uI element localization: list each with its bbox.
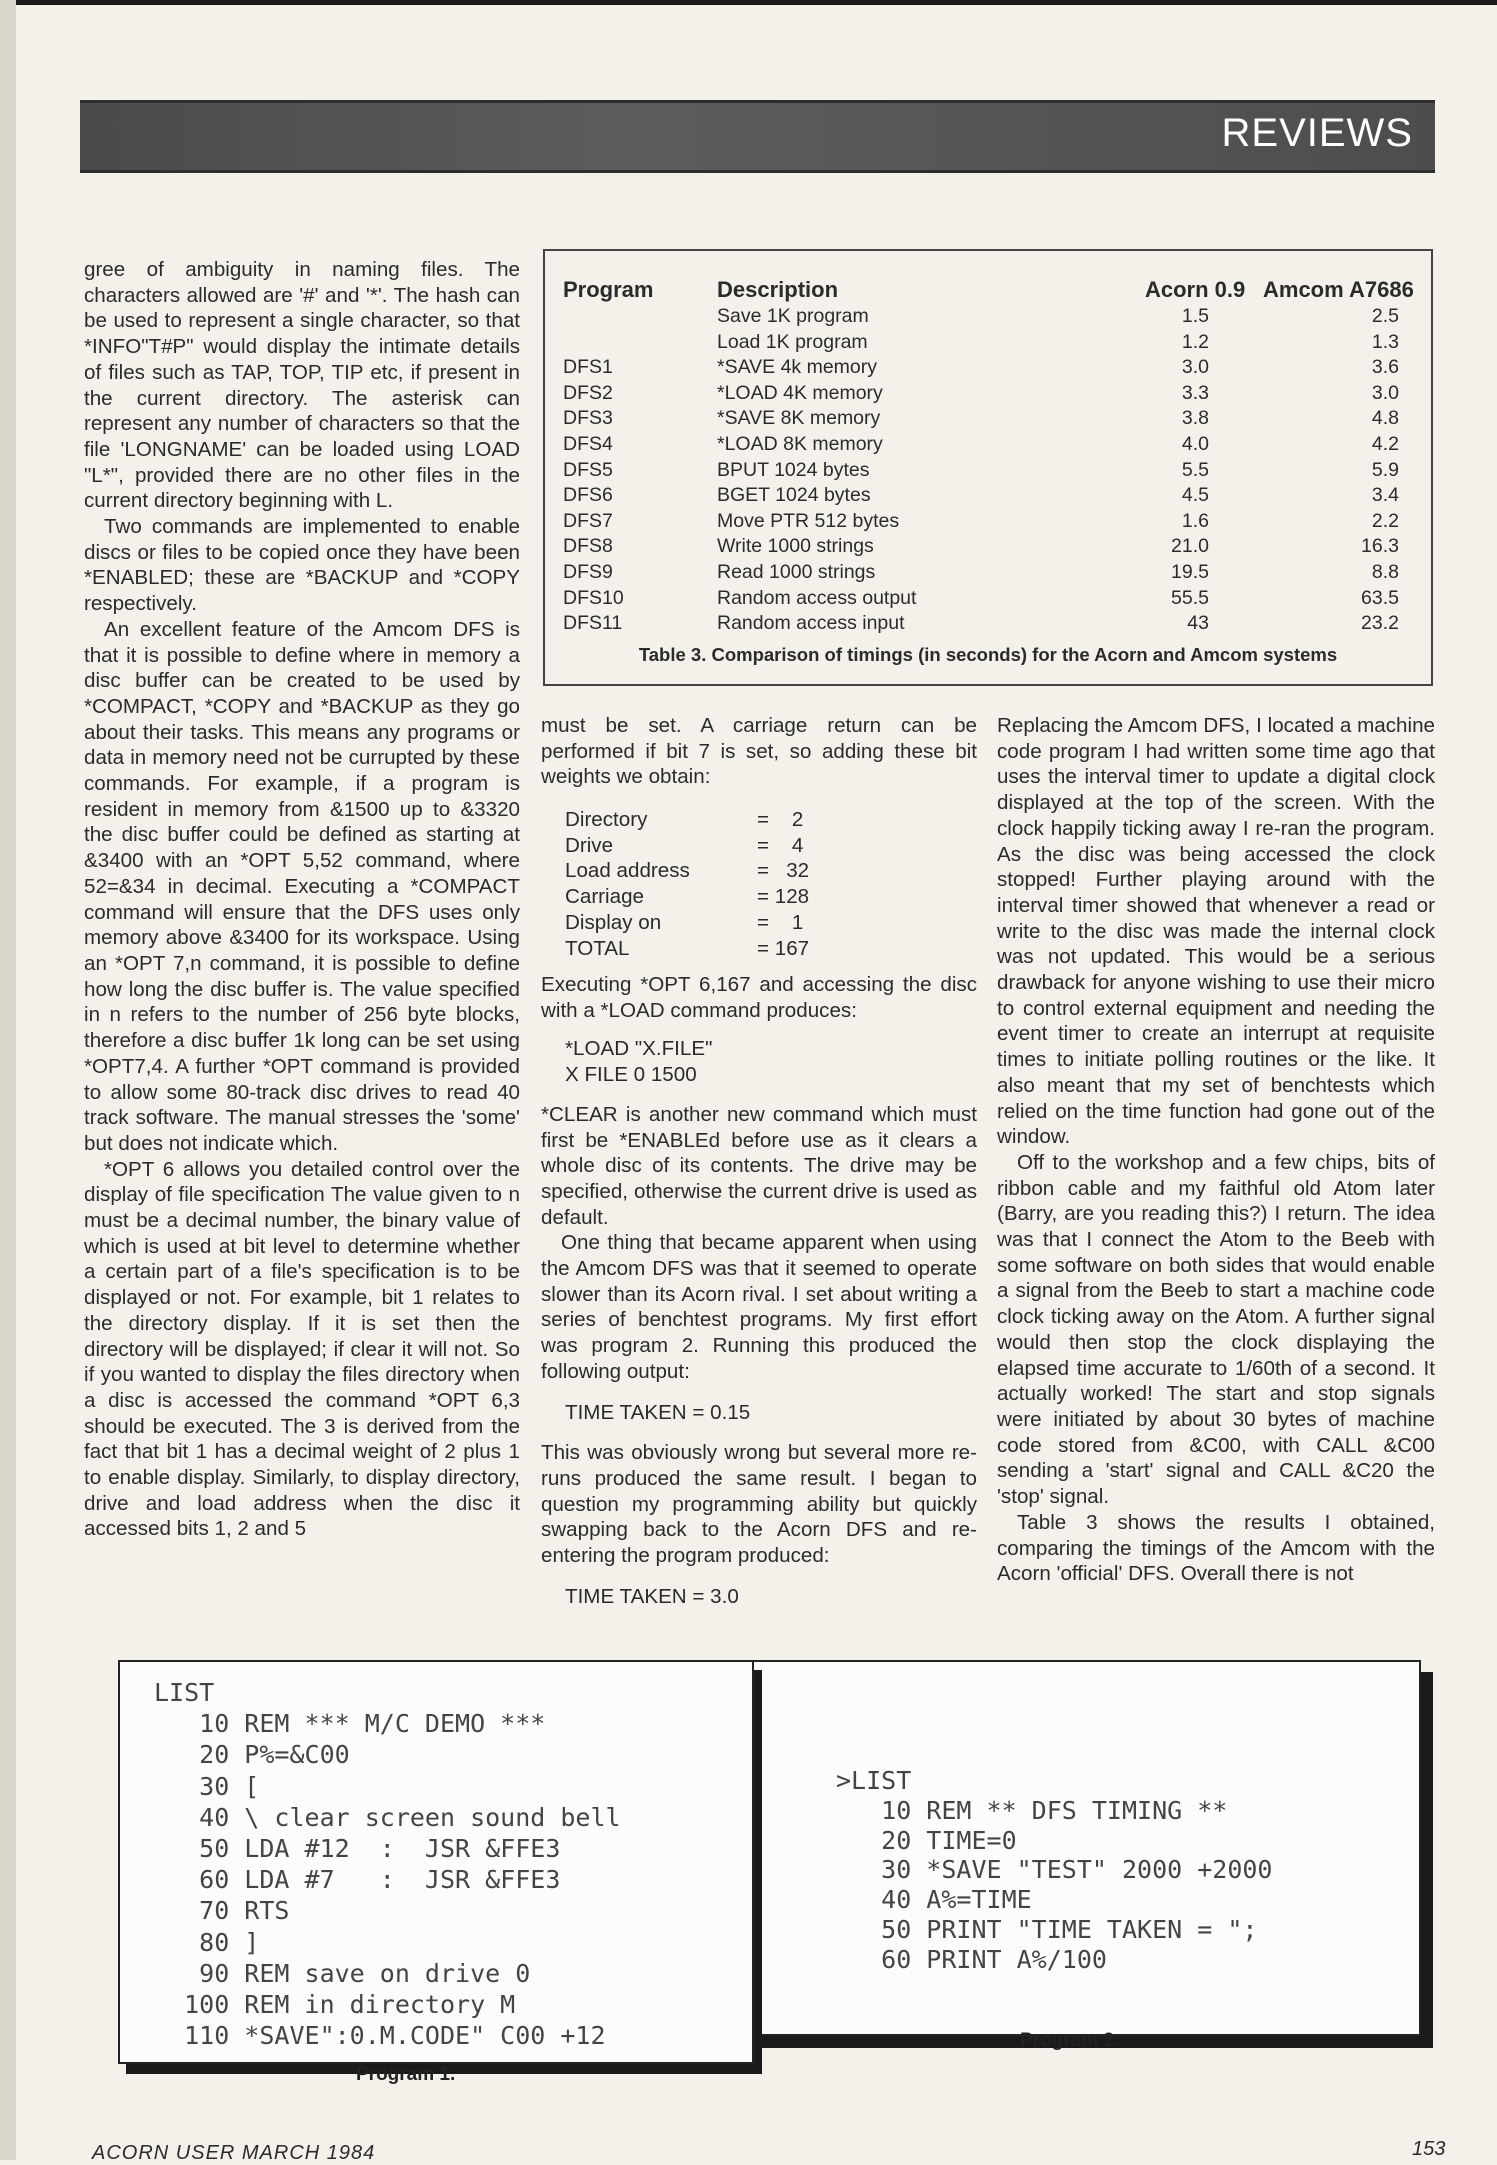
code-line: 10 REM ** DFS TIMING ** — [836, 1795, 1228, 1825]
code-line: 20 TIME=0 — [836, 1825, 1017, 1855]
table-row — [545, 407, 1431, 432]
cell-description: *LOAD 8K memory — [717, 433, 883, 455]
weight-label: Drive — [565, 833, 614, 857]
cell-description: *LOAD 4K memory — [717, 381, 883, 404]
table-row — [545, 561, 1431, 586]
section-title: REVIEWS — [1221, 111, 1413, 155]
cell-description: Load 1K program — [717, 330, 868, 353]
cell-program: DFS5 — [563, 458, 613, 481]
cell-amcom: 3.6 — [1371, 356, 1399, 379]
cell-amcom: 2.5 — [1371, 305, 1399, 327]
cell-acorn: 21.0 — [1171, 535, 1209, 558]
cell-program: DFS4 — [563, 433, 613, 455]
load-output: X FILE 0 1500 — [565, 1063, 697, 1087]
load-command: *LOAD "X.FILE" — [565, 1037, 713, 1061]
table-row — [545, 356, 1431, 381]
paragraph: Replacing the Amcom DFS, I located a machine code program I had written some time ago that uses the interval timer to update a digital clock displayed at the top of the screen. With the clock happily ticking away I re-ran the program. As the disc was being accessed the clock stopped! Further playing around with the interval timer showed that whenever a read or write to the disc was made the internal clock was not updated. This would be a serious drawback for anyone wishing to use their micro to control external equipment and needing the event timer to create an interrupt at requisite times to initiate polling routines or the like. It also meant that my set of benchtests which relied on the time function had gone out of the window. — [997, 714, 1435, 1149]
cell-amcom: 4.8 — [1371, 407, 1399, 430]
cell-description: Random access output — [717, 586, 917, 609]
header-acorn: Acorn 0.9 — [1145, 277, 1246, 302]
cell-program: DFS2 — [563, 381, 613, 404]
column-3 — [997, 713, 1435, 1587]
weight-value: = 167 — [757, 936, 810, 960]
paragraph: *OPT 6 allows you detailed control over the display of file specification The value given to n must be a decimal number, the binary value of which is used at bit level to determine whether a certain part of a file's specification is to be displayed or not. For example, bit 1 relates to the directory display. If it is set then the directory will be displayed; if clear it will not. So if you wanted to display the files directory when a disc is accessed the command *OPT 6,3 should be executed. The 3 is derived from the fact that bit 1 has a decimal weight of 2 plus 1 to enable display. Similarly, to display directory, drive and load address when the disc it accessed bits 1, 2 and 5 — [84, 1157, 520, 1541]
table-row — [545, 331, 1431, 356]
cell-description: BGET 1024 bytes — [717, 484, 871, 507]
cell-amcom: 16.3 — [1361, 535, 1399, 558]
cell-program: DFS10 — [563, 586, 624, 609]
code-line: 70 RTS — [154, 1896, 290, 1926]
program-1-listing — [118, 1660, 754, 2085]
weight-label: Load address — [565, 859, 690, 883]
cell-description: Move PTR 512 bytes — [717, 509, 900, 532]
cell-acorn: 4.0 — [1181, 433, 1209, 455]
cell-description: *SAVE 4k memory — [717, 356, 878, 379]
code-line: 40 A%=TIME — [836, 1885, 1032, 1915]
code-line: 30 *SAVE "TEST" 2000 +2000 — [836, 1855, 1273, 1885]
cell-acorn: 55.5 — [1171, 586, 1209, 609]
column-2-body — [541, 972, 977, 1609]
weight-label: TOTAL — [565, 936, 630, 960]
cell-program: DFS1 — [563, 356, 613, 379]
paragraph: must be set. A carriage return can be performed if bit 7 is set, so adding these bit weights we obtain: — [541, 714, 977, 789]
table-caption: Table 3. Comparison of timings (in seconds) for the Acorn and Amcom systems — [638, 644, 1338, 665]
cell-acorn: 1.2 — [1181, 330, 1209, 353]
cell-acorn: 3.3 — [1181, 381, 1209, 404]
cell-description: Random access input — [717, 612, 905, 635]
weight-value: = 32 — [757, 859, 810, 883]
cell-program: DFS7 — [563, 509, 613, 532]
paragraph: *CLEAR is another new command which must first be *ENABLEd before use as it clears a whole disc of its contents. The drive may be specified, otherwise the current drive is used as default. — [541, 1102, 977, 1229]
table-row — [545, 612, 1431, 637]
cell-program: DFS6 — [563, 484, 613, 507]
cell-description: Read 1000 strings — [717, 561, 876, 583]
magazine-footer: ACORN USER MARCH 1984 — [92, 2142, 376, 2164]
cell-amcom: 8.8 — [1371, 561, 1399, 583]
cell-program: DFS9 — [563, 561, 613, 583]
program-1-caption: Program 1. — [356, 2064, 456, 2085]
cell-acorn: 3.8 — [1181, 407, 1209, 430]
weight-value: = 128 — [757, 885, 810, 909]
paragraph: This was obviously wrong but several more re-runs produced the same result. I began to question my programming ability but quickly swapping back to the Acorn DFS and re-entering the program produced: — [541, 1441, 977, 1568]
cell-program: DFS3 — [563, 407, 613, 430]
code-line: 20 P%=&C00 — [154, 1740, 350, 1770]
paragraph: gree of ambiguity in naming files. The characters allowed are '#' and '*'. The hash can be used to represent a single character, so that *INFO"T#P" would display the intimate details of files such as TAP, TOP, TIP etc, if present in the current directory. The asterisk can represent any number of characters so that the file 'LONGNAME' can be loaded using LOAD "L*", provided there are no other files in the current directory beginning with L. — [84, 258, 520, 513]
time-output-1: TIME TAKEN = 0.15 — [565, 1400, 751, 1424]
table-row — [545, 484, 1431, 509]
table-row — [545, 510, 1431, 535]
cell-amcom: 3.4 — [1371, 484, 1399, 507]
cell-amcom: 5.9 — [1371, 458, 1399, 481]
paragraph: Off to the workshop and a few chips, bits of ribbon cable and my faithful old Atom later (Barry, are you reading this?) I return. The idea was that I connect the Atom to the Beeb with some software on both sides that would enable a signal from the Beeb to start a machine code clock ticking away on the Atom. A further signal would then stop the clock displaying the elapsed time accurate to 1/60th of a second. It actually worked! The start and stop signals were initiated by about 30 bytes of machine code stored from &C00, with CALL &C00 sending a 'start' signal and CALL &C20 the 'stop' signal. — [997, 1150, 1435, 1509]
top-rule — [0, 0, 1497, 5]
weight-label: Carriage — [565, 885, 644, 909]
code-line: >LIST — [836, 1766, 912, 1795]
table-row — [545, 535, 1431, 560]
weight-value: = 2 — [757, 808, 804, 831]
cell-amcom: 4.2 — [1371, 433, 1399, 455]
header-program: Program — [563, 277, 654, 302]
code-line: 50 PRINT "TIME TAKEN = "; — [836, 1915, 1258, 1944]
cell-acorn: 4.5 — [1181, 484, 1209, 507]
paragraph: An excellent feature of the Amcom DFS is that it is possible to define where in memory a disc buffer can be created to be used by *COMPACT, *COPY and *BACKUP as they go about their tasks. This means any programs or data in memory need not be currupted by these commands. For example, if a program is resident in memory from &1500 up to &3320 the disc buffer could be defined as starting at &3400 with an *OPT 5,52 command, where 52=&34 in decimal. Executing a *COMPACT command will ensure that the DFS uses only memory above &3400 for its workspace. Using an *OPT 7,n command, it is possible to define how long the disc buffer is. The value specified in n refers to the number of 256 byte blocks, therefore a disc buffer 1k long can be set using *OPT7,4. A further *OPT command is provided to allow some 80-track disc drives to read 40 track software. The manual stresses the 'some' but does not indicate which. — [84, 617, 520, 1155]
code-line: 60 PRINT A%/100 — [836, 1944, 1107, 1974]
column-2 — [541, 713, 977, 790]
cell-description: Save 1K program — [717, 305, 869, 327]
page-spine — [0, 0, 16, 2160]
table-row — [545, 433, 1431, 458]
code-line: 110 *SAVE":0.M.CODE" C00 +12 — [154, 2021, 606, 2051]
cell-amcom: 3.0 — [1371, 381, 1399, 404]
table-row — [545, 459, 1431, 484]
cell-amcom: 2.2 — [1371, 509, 1399, 532]
table-row — [545, 382, 1431, 407]
cell-acorn: 19.5 — [1171, 561, 1209, 583]
cell-acorn: 43 — [1187, 612, 1209, 635]
table-row — [545, 587, 1431, 612]
cell-acorn: 3.0 — [1181, 356, 1209, 379]
time-output-2: TIME TAKEN = 3.0 — [565, 1584, 739, 1608]
code-line: 60 LDA #7 : JSR &FFE3 — [154, 1865, 561, 1895]
cell-amcom: 1.3 — [1371, 330, 1399, 353]
code-line: 50 LDA #12 : JSR &FFE3 — [154, 1834, 561, 1863]
weight-value: = 1 — [757, 910, 804, 934]
header-description: Description — [717, 277, 839, 302]
code-line: 10 REM *** M/C DEMO *** — [154, 1709, 546, 1739]
section-banner — [80, 100, 1435, 173]
cell-program: DFS11 — [563, 612, 623, 635]
cell-amcom: 23.2 — [1361, 612, 1399, 635]
program-2-listing — [748, 1660, 1421, 2051]
code-line: 80 ] — [154, 1927, 260, 1957]
paragraph: Executing *OPT 6,167 and accessing the disc with a *LOAD command produces: — [541, 973, 977, 1022]
cell-amcom: 63.5 — [1361, 586, 1399, 609]
cell-acorn: 5.5 — [1181, 458, 1209, 481]
code-line: LIST — [154, 1678, 215, 1707]
paragraph: One thing that became apparent when using the Amcom DFS was that it seemed to operate slower than its Acorn rival. I set about writing a series of benchtest programs. My first effort was program 2. Running this produced the following output: — [541, 1231, 977, 1383]
cell-description: Write 1000 strings — [717, 535, 874, 558]
column-1 — [84, 257, 520, 1542]
cell-acorn: 1.6 — [1181, 509, 1209, 532]
program-2-caption: Program 2. — [1020, 2030, 1120, 2051]
weight-label: Display on — [565, 910, 662, 934]
code-line: 90 REM save on drive 0 — [154, 1958, 531, 1988]
code-line: 30 [ — [154, 1771, 260, 1801]
cell-description: BPUT 1024 bytes — [717, 458, 870, 481]
table-row — [545, 305, 1431, 330]
page-number: 153 — [1412, 2138, 1446, 2160]
weight-label: Directory — [565, 808, 648, 831]
header-amcom: Amcom A7686 — [1263, 277, 1414, 302]
code-line: 100 REM in directory M — [154, 1990, 516, 2019]
weight-value: = 4 — [757, 833, 804, 857]
cell-acorn: 1.5 — [1181, 305, 1209, 327]
paragraph: Two commands are implemented to enable discs or files to be copied once they have been *ENABLED; these are *BACKUP and *COPY respectively. — [84, 515, 520, 616]
table-3-box — [543, 249, 1433, 686]
cell-description: *SAVE 8K memory — [717, 407, 881, 430]
paragraph: Table 3 shows the results I obtained, comparing the timings of the Amcom with the Acorn 'official' DFS. Overall there is not — [997, 1510, 1435, 1586]
cell-program: DFS8 — [563, 535, 613, 558]
code-line: 40 \ clear screen sound bell — [154, 1802, 621, 1832]
